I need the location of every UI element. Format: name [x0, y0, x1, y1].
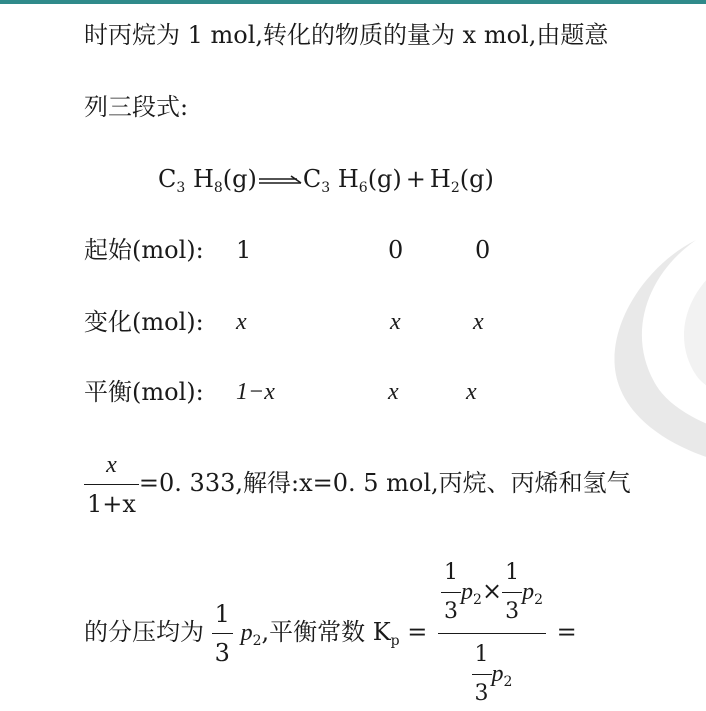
text-line-2: 列三段式: — [84, 93, 189, 121]
row-value: 0 — [475, 236, 491, 264]
row-value: x — [236, 309, 247, 335]
reaction-equation: $C_3$ $H_8(g)$ $C_3$ $H_6(g) + H_2(g)$ — [158, 165, 494, 196]
kp-fraction: $\frac{1}{3}$ $p_2\times$ $\frac{1}{3}$ $p_2$ $\frac{1}{3}$ $p_2$ — [438, 556, 546, 711]
row-value: x — [466, 379, 477, 405]
equilibrium-arrow-icon — [257, 174, 303, 188]
fraction-one-third: $\frac{1}{3}$ — [212, 597, 233, 670]
fraction-x-over-1-plus-x: $\frac{x}{1+x}$ — [84, 448, 139, 521]
row-value: 1−x — [236, 379, 275, 405]
watermark-swirl-decoration — [586, 235, 706, 465]
row-value: x — [390, 309, 401, 335]
row-label: 平衡(mol): — [84, 378, 204, 406]
row-value: x — [388, 379, 399, 405]
partial-pressure-line: 的分压均为 $\frac{1}{3}$ $p_2$,平衡常数 $K_p$ = $\frac{1}{3}$ $p_2\times$ $\frac{1}{3}$ $p_2$ $\frac{1}{3}$ $p_2$ = — [84, 556, 577, 711]
row-label: 起始(mol): — [84, 236, 204, 264]
row-value: 0 — [388, 236, 404, 264]
row-label: 变化(mol): — [84, 308, 204, 336]
row-value: x — [473, 309, 484, 335]
row-value: 1 — [236, 236, 252, 264]
text-line-1: 时丙烷为 1 mol,转化的物质的量为 x mol,由题意 — [84, 21, 609, 49]
top-accent-bar — [0, 0, 706, 4]
solve-line: $\frac{x}{1+x}$ =0. 333,解得:x=0. 5 mol,丙烷、丙烯和氢气 — [84, 448, 631, 521]
